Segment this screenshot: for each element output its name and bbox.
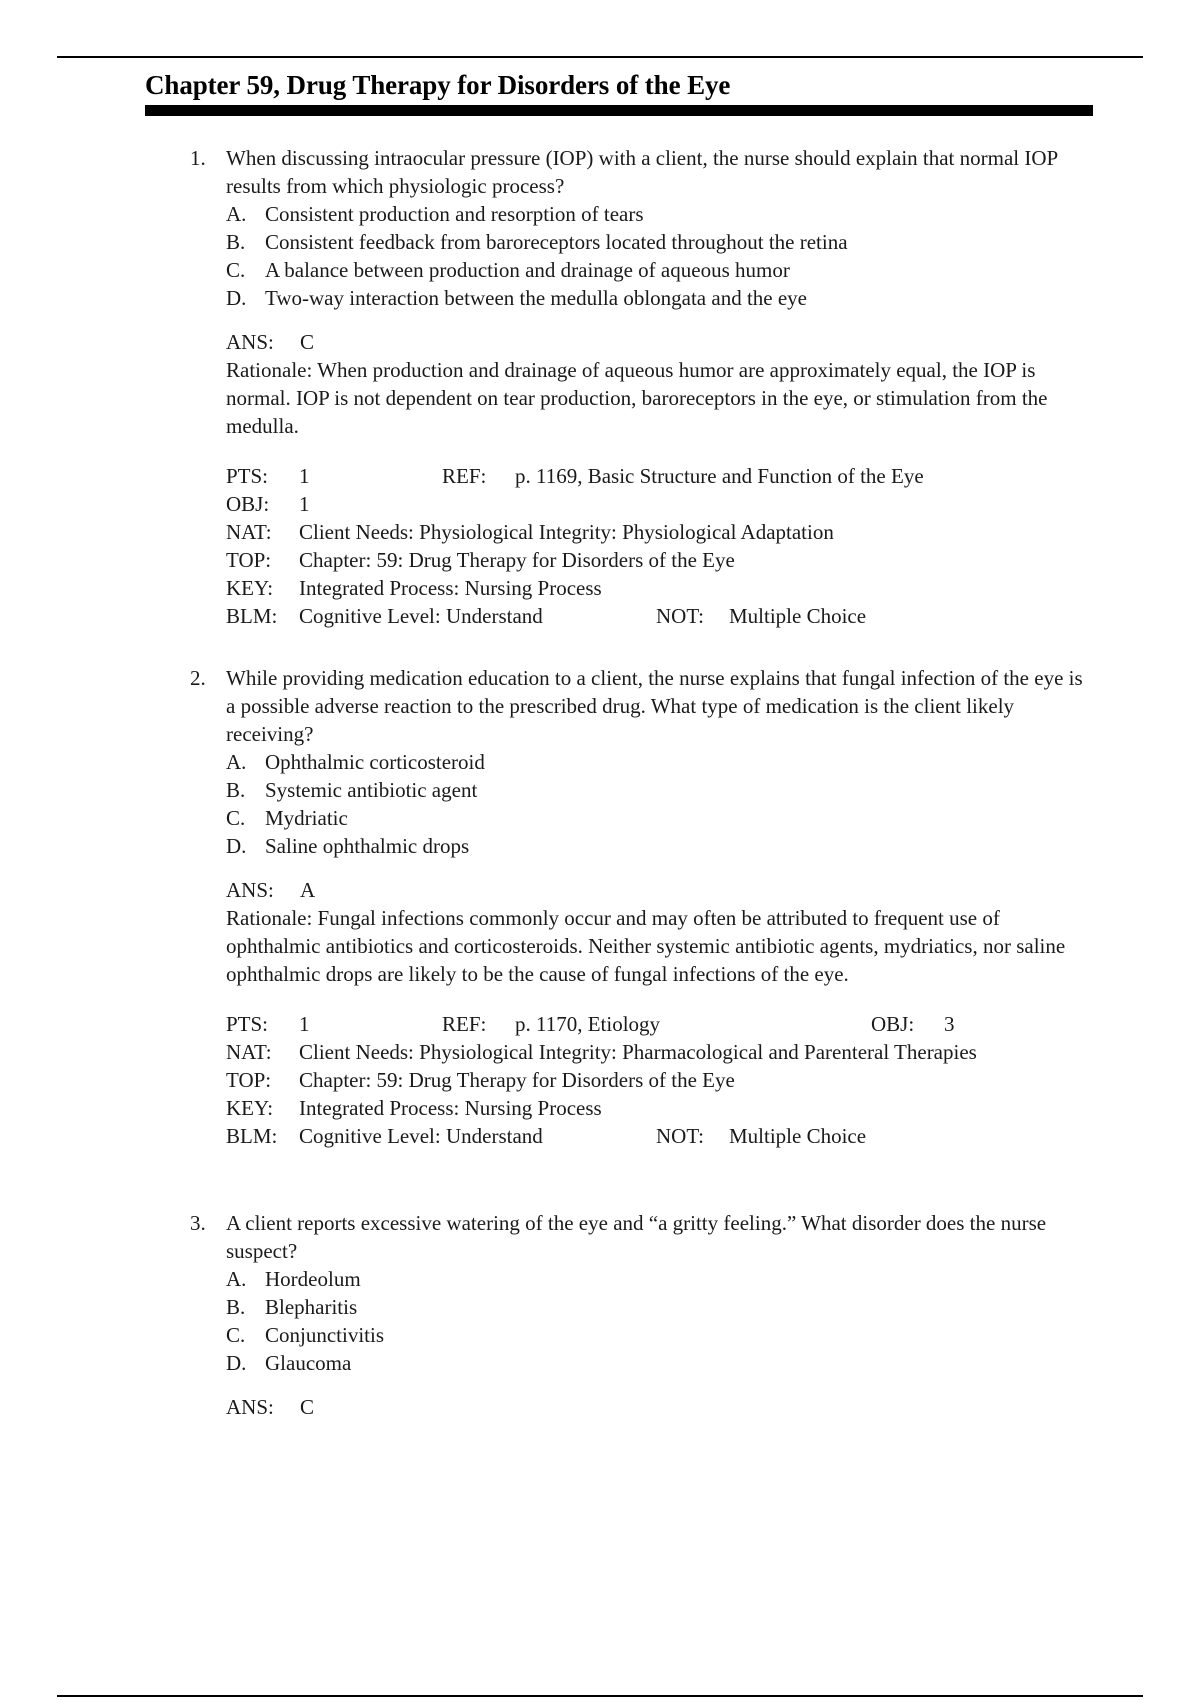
obj-label: OBJ:	[226, 492, 270, 516]
answer-label: ANS:	[226, 1395, 274, 1419]
not-label: NOT:	[656, 1124, 704, 1148]
question-stem: A client reports excessive watering of the eye and “a gritty feeling.” What disorder does the nurse suspect?	[226, 1211, 1047, 1263]
answer-options	[226, 200, 1096, 312]
top-label: TOP:	[226, 548, 272, 572]
answer-options	[226, 1265, 1096, 1377]
option-letter: D.	[226, 834, 247, 858]
not-value: Multiple Choice	[729, 1124, 867, 1148]
option-text: Consistent feedback from baroreceptors located throughout the retina	[265, 230, 848, 254]
obj-value: 3	[944, 1012, 955, 1036]
option-letter: B.	[226, 1295, 246, 1319]
blm-value: Cognitive Level: Understand	[299, 1124, 543, 1148]
nat-label: NAT:	[226, 1040, 272, 1064]
option-letter: B.	[226, 230, 246, 254]
option-letter: A.	[226, 202, 247, 226]
question-number: 2.	[190, 666, 206, 690]
key-value: Integrated Process: Nursing Process	[299, 576, 602, 600]
answer-value: C	[300, 330, 315, 354]
option-text: Glaucoma	[265, 1351, 352, 1375]
question-metadata	[226, 1010, 1096, 1150]
ref-label: REF:	[442, 1012, 487, 1036]
rationale: Rationale: When production and drainage of aqueous humor are approximately equal, the IOP is normal. IOP is not dependent on tear production, baroreceptors in the eye, or stimulation from the medulla.	[226, 358, 1048, 438]
option-d	[226, 832, 1096, 860]
option-d	[226, 284, 1096, 312]
option-text: Two-way interaction between the medulla oblongata and the eye	[265, 286, 807, 310]
answer-options	[226, 748, 1096, 860]
chapter-title: Chapter 59, Drug Therapy for Disorders of the Eye	[145, 70, 731, 100]
key-label: KEY:	[226, 576, 274, 600]
title-underline-bar	[145, 105, 1093, 116]
answer-label: ANS:	[226, 878, 274, 902]
question-stem: When discussing intraocular pressure (IOP) with a client, the nurse should explain that normal IOP results from which physiologic process?	[226, 146, 1058, 198]
answer-line	[226, 1393, 1096, 1421]
option-c	[226, 1321, 1096, 1349]
option-text: A balance between production and drainage of aqueous humor	[265, 258, 790, 282]
option-text: Mydriatic	[265, 806, 348, 830]
blm-label: BLM:	[226, 1124, 278, 1148]
pts-value: 1	[299, 464, 310, 488]
option-b	[226, 228, 1096, 256]
ref-label: REF:	[442, 464, 487, 488]
question-number: 3.	[190, 1211, 206, 1235]
answer-line	[226, 328, 1096, 356]
ref-value: p. 1170, Etiology	[515, 1012, 661, 1036]
option-letter: D.	[226, 1351, 247, 1375]
option-c	[226, 804, 1096, 832]
option-a	[226, 200, 1096, 228]
option-text: Saline ophthalmic drops	[265, 834, 470, 858]
key-value: Integrated Process: Nursing Process	[299, 1096, 602, 1120]
obj-value: 1	[299, 492, 310, 516]
option-a	[226, 1265, 1096, 1293]
option-letter: A.	[226, 750, 247, 774]
question-metadata	[226, 462, 1096, 630]
option-text: Blepharitis	[265, 1295, 358, 1319]
option-text: Ophthalmic corticosteroid	[265, 750, 485, 774]
option-text: Consistent production and resorption of tears	[265, 202, 644, 226]
option-text: Hordeolum	[265, 1267, 361, 1291]
bottom-rule	[57, 1695, 1143, 1697]
top-value: Chapter: 59: Drug Therapy for Disorders of the Eye	[299, 1068, 735, 1092]
option-text: Systemic antibiotic agent	[265, 778, 478, 802]
obj-label: OBJ:	[871, 1012, 915, 1036]
option-text: Conjunctivitis	[265, 1323, 385, 1347]
question-number: 1.	[190, 146, 206, 170]
question-stem: While providing medication education to a client, the nurse explains that fungal infection of the eye is a possible adverse reaction to the prescribed drug. What type of medication is the client likely receiving?	[226, 666, 1083, 746]
top-label: TOP:	[226, 1068, 272, 1092]
option-letter: A.	[226, 1267, 247, 1291]
option-b	[226, 1293, 1096, 1321]
option-letter: D.	[226, 286, 247, 310]
rationale: Rationale: Fungal infections commonly occur and may often be attributed to frequent use of ophthalmic antibiotics and corticosteroids. Neither systemic antibiotic agents, mydriatics, nor saline ophthalmic drops are likely to be the cause of fungal infections of the eye.	[226, 906, 1066, 986]
answer-label: ANS:	[226, 330, 274, 354]
option-a	[226, 748, 1096, 776]
pts-label: PTS:	[226, 464, 269, 488]
answer-line	[226, 876, 1096, 904]
nat-value: Client Needs: Physiological Integrity: Pharmacological and Parenteral Therapies	[299, 1040, 977, 1064]
top-value: Chapter: 59: Drug Therapy for Disorders of the Eye	[299, 548, 735, 572]
option-letter: B.	[226, 778, 246, 802]
option-letter: C.	[226, 1323, 246, 1347]
option-letter: C.	[226, 806, 246, 830]
option-d	[226, 1349, 1096, 1377]
ref-value: p. 1169, Basic Structure and Function of the Eye	[515, 464, 924, 488]
key-label: KEY:	[226, 1096, 274, 1120]
option-c	[226, 256, 1096, 284]
blm-value: Cognitive Level: Understand	[299, 604, 543, 628]
pts-label: PTS:	[226, 1012, 269, 1036]
not-label: NOT:	[656, 604, 704, 628]
nat-label: NAT:	[226, 520, 272, 544]
top-rule	[57, 56, 1143, 58]
answer-value: A	[300, 878, 316, 902]
pts-value: 1	[299, 1012, 310, 1036]
nat-value: Client Needs: Physiological Integrity: Physiological Adaptation	[299, 520, 834, 544]
option-letter: C.	[226, 258, 246, 282]
option-b	[226, 776, 1096, 804]
not-value: Multiple Choice	[729, 604, 867, 628]
answer-value: C	[300, 1395, 315, 1419]
blm-label: BLM:	[226, 604, 278, 628]
